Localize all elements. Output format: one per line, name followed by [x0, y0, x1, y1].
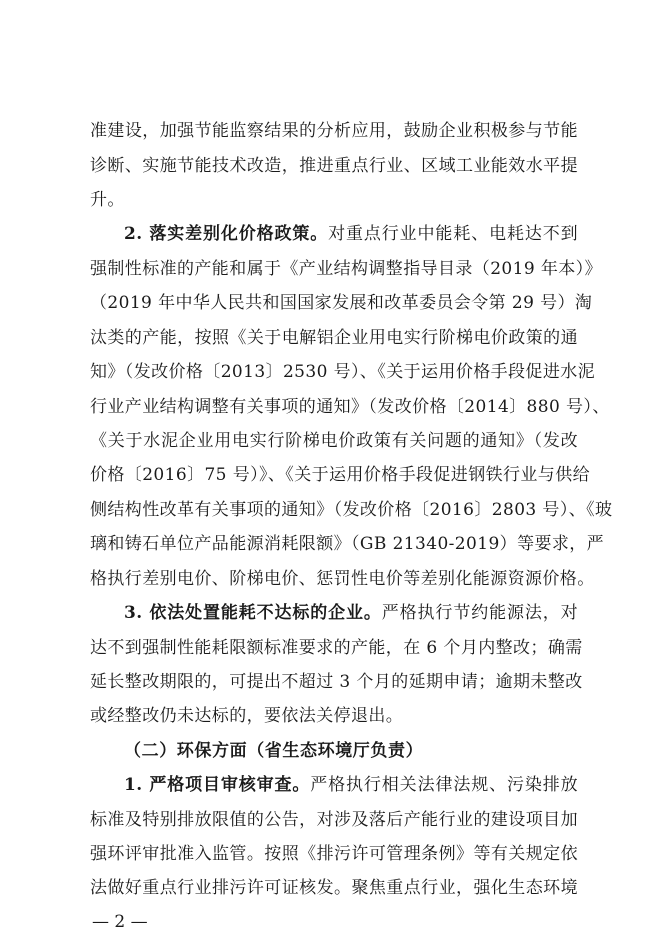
body-text-line: 知》（发改价格〔2013〕2530 号）、《关于运用价格手段促进水泥 — [90, 362, 596, 382]
body-text-line: 璃和铸石单位产品能源消耗限额》（GB 21340-2019）等要求，严 — [90, 534, 605, 554]
body-text-line: 达不到强制性能耗限额标准要求的产能，在 6 个月内整改；确需 — [90, 638, 583, 658]
item-heading: 3. 依法处置能耗不达标的企业。 — [124, 603, 382, 623]
body-text: 对重点行业中能耗、电耗达不到 — [328, 224, 578, 244]
body-text-line: 强制性标准的产能和属于《产业结构调整指导目录（2019 年本）》 — [90, 259, 602, 279]
body-text-line: 标准及特别排放限值的公告，对涉及落后产能行业的建设项目加 — [90, 810, 578, 830]
body-text-line: 准建设，加强节能监察结果的分析应用，鼓励企业积极参与节能 — [90, 121, 578, 141]
body-text: 严格执行相关法律法规、污染排放 — [310, 775, 579, 795]
item-heading: 2. 落实差别化价格政策。 — [124, 224, 329, 244]
body-text-line: 升。 — [90, 190, 125, 210]
body-text-line: 诊断、实施节能技术改造，推进重点行业、区域工业能效水平提 — [90, 156, 578, 176]
body-text-line: 法做好重点行业排污许可证核发。聚焦重点行业，强化生态环境 — [90, 878, 578, 898]
body-text-line: （2019 年中华人民共和国国家发展和改革委员会令第 29 号）淘 — [90, 293, 593, 313]
page-number: — 2 — — [92, 912, 148, 932]
body-text-line: 侧结构性改革有关事项的通知》（发改价格〔2016〕2803 号）、《玻 — [90, 500, 613, 520]
paragraph-first-line — [124, 603, 578, 623]
paragraph-first-line — [124, 224, 578, 244]
body-text: 严格执行节约能源法，对 — [381, 603, 578, 623]
body-text-line: 价格〔2016〕75 号）》、《关于运用价格手段促进钢铁行业与供给 — [90, 465, 590, 485]
body-text-line: 或经整改仍未达标的，要依法关停退出。 — [90, 706, 404, 726]
body-text-line: 格执行差别电价、阶梯电价、惩罚性电价等差别化能源资源价格。 — [90, 569, 595, 589]
body-text-line: 行业产业结构调整有关事项的通知》（发改价格〔2014〕880 号）、 — [90, 397, 610, 417]
paragraph-first-line — [124, 775, 578, 795]
body-text-line: 强环评审批准入监管。按照《排污许可管理条例》等有关规定依 — [90, 844, 578, 864]
body-text-line: 延长整改期限的，可提出不超过 3 个月的延期申请；逾期未整改 — [90, 672, 583, 692]
body-text-line: 汰类的产能，按照《关于电解铝企业用电实行阶梯电价政策的通 — [90, 328, 578, 348]
section-heading: （二）环保方面（省生态环境厅负责） — [124, 741, 424, 761]
item-heading: 1. 严格项目审核审查。 — [124, 775, 311, 795]
body-text-line: 《关于水泥企业用电实行阶梯电价政策有关问题的通知》（发改 — [90, 431, 578, 451]
